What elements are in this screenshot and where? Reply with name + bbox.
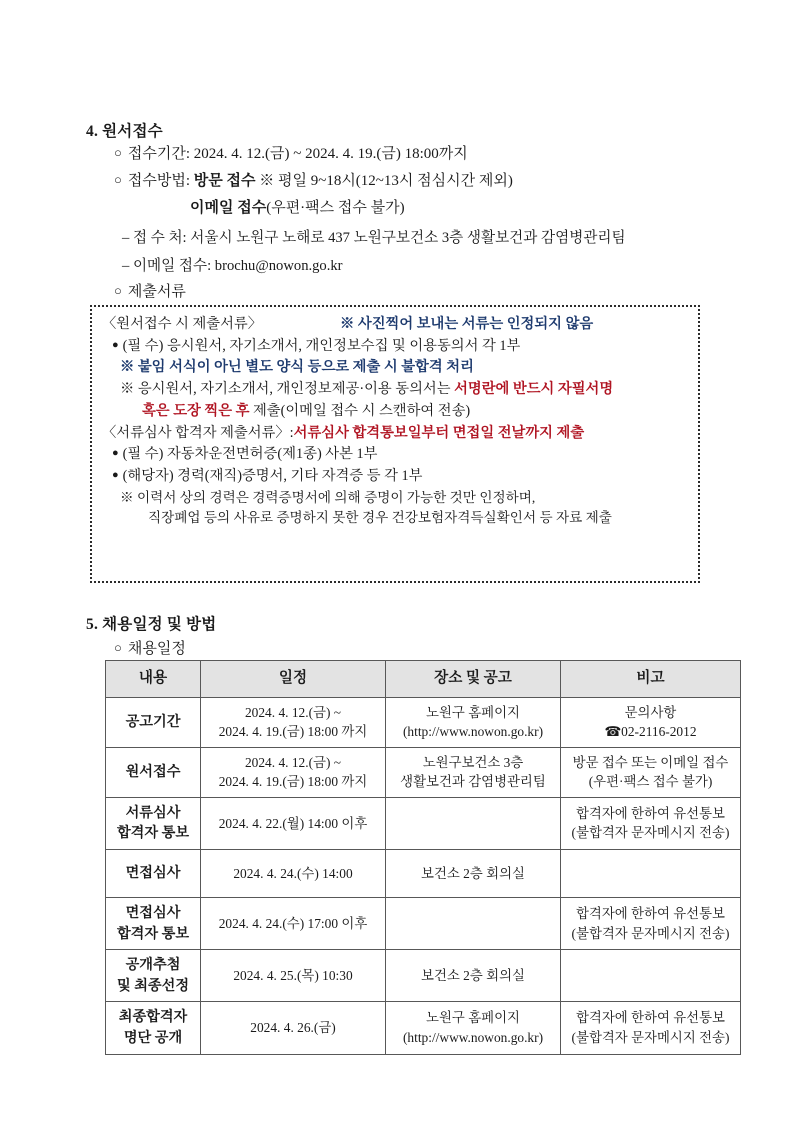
cell-remark: 합격자에 한하여 유선통보 (불합격자 문자메시지 전송) — [561, 897, 741, 949]
docbox-career-note-line2: 직장폐업 등의 사유로 증명하지 못한 경우 건강보험자격득실확인서 등 자료 제출 — [148, 510, 612, 526]
email-application-line — [190, 197, 405, 220]
cell-date: 2024. 4. 12.(금) ~ 2024. 4. 19.(금) 18:00 까지 — [201, 747, 386, 797]
table-row — [106, 950, 741, 1002]
circle-bullet-icon: ○ — [114, 172, 122, 187]
circle-bullet-icon: ○ — [114, 283, 122, 298]
docbox-required-item-2-text: (필 수) 자동차운전면허증(제1종) 사본 1부 — [122, 446, 378, 463]
docbox-photo-warning: ※ 사진찍어 보내는 서류는 인정되지 않음 — [340, 316, 594, 332]
application-method-bold: 방문 접수 — [193, 173, 256, 189]
dot-bullet-icon: ● — [112, 338, 119, 351]
table-row — [106, 849, 741, 897]
reception-email-label: 이메일 접수: — [132, 258, 215, 274]
docbox-required-item-2 — [102, 444, 688, 466]
table-body — [106, 698, 741, 1055]
cell-content-name: 면접심사 합격자 통보 — [106, 897, 201, 949]
recruitment-schedule-subheading-text: 채용일정 — [127, 641, 186, 657]
docbox-header2-red: 서류심사 합격통보일부터 면접일 전날까지 제출 — [293, 424, 585, 441]
column-header-content: 내용 — [106, 661, 201, 698]
circle-bullet-icon: ○ — [114, 145, 122, 160]
docbox-signature-note-red: 서명란에 반드시 자필서명 — [454, 381, 614, 398]
application-method-suffix: ※ 평일 9~18시(12~13시 점심시간 제외) — [255, 173, 513, 189]
cell-place: 보건소 2층 회의실 — [386, 950, 561, 1002]
docbox-signature-note-line2-rest: 제출(이메일 접수 시 스캔하여 전송) — [249, 402, 471, 419]
table-row — [106, 797, 741, 849]
dash-bullet-icon: – — [122, 258, 133, 274]
docbox-signature-note-line2 — [102, 401, 688, 423]
docbox-signature-note-prefix: ※ 응시원서, 자기소개서, 개인정보제공·이용 동의서는 — [120, 381, 455, 398]
cell-remark: 문의사항 ☎02-2116-2012 — [561, 698, 741, 748]
table-row — [106, 698, 741, 748]
cell-content-name: 공개추첨 및 최종선정 — [106, 950, 201, 1002]
docbox-header2-title: 〈서류심사 합격자 제출서류〉: — [102, 424, 294, 441]
docbox-required-item-1-text: (필 수) 응시원서, 자기소개서, 개인정보수집 및 이용동의서 각 1부 — [122, 337, 521, 354]
cell-remark — [561, 849, 741, 897]
cell-date: 2024. 4. 26.(금) — [201, 1002, 386, 1054]
docbox-header-row — [102, 314, 688, 336]
recruitment-schedule-table — [105, 660, 741, 1055]
cell-content-name: 원서접수 — [106, 747, 201, 797]
cell-place — [386, 797, 561, 849]
application-period-line — [114, 143, 468, 166]
submission-docs-line — [114, 281, 186, 304]
cell-date: 2024. 4. 25.(목) 10:30 — [201, 950, 386, 1002]
docbox-career-note: ※ 이력서 상의 경력은 경력증명서에 의해 증명이 가능한 것만 인정하며, — [120, 489, 536, 505]
column-header-place: 장소 및 공고 — [386, 661, 561, 698]
cell-remark: 방문 접수 또는 이메일 접수 (우편·팩스 접수 불가) — [561, 747, 741, 797]
table-row — [106, 1002, 741, 1054]
submission-docs-text: 제출서류 — [127, 284, 186, 300]
cell-place — [386, 897, 561, 949]
reception-email-line — [122, 255, 343, 278]
dot-bullet-icon: ● — [112, 447, 119, 460]
circle-bullet-icon: ○ — [114, 640, 122, 655]
application-method-prefix: 접수방법: — [127, 173, 194, 189]
reception-address-value: 서울시 노원구 노해로 437 노원구보건소 3층 생활보건과 감염병관리팀 — [190, 230, 626, 246]
cell-place: 보건소 2층 회의실 — [386, 849, 561, 897]
docbox-format-warning: ※ 붙임 서식이 아닌 별도 양식 등으로 제출 시 불합격 처리 — [120, 359, 474, 376]
cell-remark: 합격자에 한하여 유선통보 (불합격자 문자메시지 전송) — [561, 1002, 741, 1054]
docbox-signature-note — [102, 379, 688, 401]
table-row — [106, 897, 741, 949]
column-header-remark: 비고 — [561, 661, 741, 698]
dash-bullet-icon: – — [122, 230, 133, 246]
cell-date: 2024. 4. 12.(금) ~ 2024. 4. 19.(금) 18:00 까지 — [201, 698, 386, 748]
docbox-signature-note-line2-red: 혹은 도장 찍은 후 — [142, 402, 250, 419]
dot-bullet-icon: ● — [112, 469, 119, 482]
docbox-header-title: 〈원서접수 시 제출서류〉 — [102, 316, 263, 332]
application-period-text: 접수기간: 2024. 4. 12.(금) ~ 2024. 4. 19.(금) 18:00까지 — [127, 146, 468, 162]
cell-date: 2024. 4. 22.(월) 14:00 이후 — [201, 797, 386, 849]
docbox-header2-row — [102, 423, 688, 445]
cell-remark: 합격자에 한하여 유선통보 (불합격자 문자메시지 전송) — [561, 797, 741, 849]
table-header-row — [106, 661, 741, 698]
reception-address-line — [122, 227, 626, 250]
table-row — [106, 747, 741, 797]
required-documents-box — [90, 305, 700, 583]
cell-remark — [561, 950, 741, 1002]
docbox-optional-item-3-text: (해당자) 경력(재직)증명서, 기타 자격증 등 각 1부 — [122, 468, 423, 485]
section-5-heading: 5. 채용일정 및 방법 — [86, 616, 217, 633]
reception-email-value: brochu@nowon.go.kr — [214, 258, 343, 274]
cell-date: 2024. 4. 24.(수) 14:00 — [201, 849, 386, 897]
docbox-optional-item-3 — [102, 466, 688, 488]
email-application-bold: 이메일 접수 — [190, 200, 267, 216]
cell-content-name: 최종합격자 명단 공개 — [106, 1002, 201, 1054]
cell-place: 노원구보건소 3층 생활보건과 감염병관리팀 — [386, 747, 561, 797]
application-method-line — [114, 170, 513, 193]
email-application-suffix: (우편·팩스 접수 불가) — [266, 200, 405, 216]
cell-content-name: 공고기간 — [106, 698, 201, 748]
reception-address-label: 접 수 처: — [132, 230, 191, 246]
section-4-heading: 4. 원서접수 — [86, 123, 163, 140]
cell-content-name: 면접심사 — [106, 849, 201, 897]
cell-place: 노원구 홈페이지 (http://www.nowon.go.kr) — [386, 698, 561, 748]
cell-place: 노원구 홈페이지 (http://www.nowon.go.kr) — [386, 1002, 561, 1054]
column-header-date: 일정 — [201, 661, 386, 698]
cell-date: 2024. 4. 24.(수) 17:00 이후 — [201, 897, 386, 949]
cell-content-name: 서류심사 합격자 통보 — [106, 797, 201, 849]
docbox-required-item-1 — [102, 336, 688, 358]
recruitment-schedule-subheading — [114, 638, 186, 661]
